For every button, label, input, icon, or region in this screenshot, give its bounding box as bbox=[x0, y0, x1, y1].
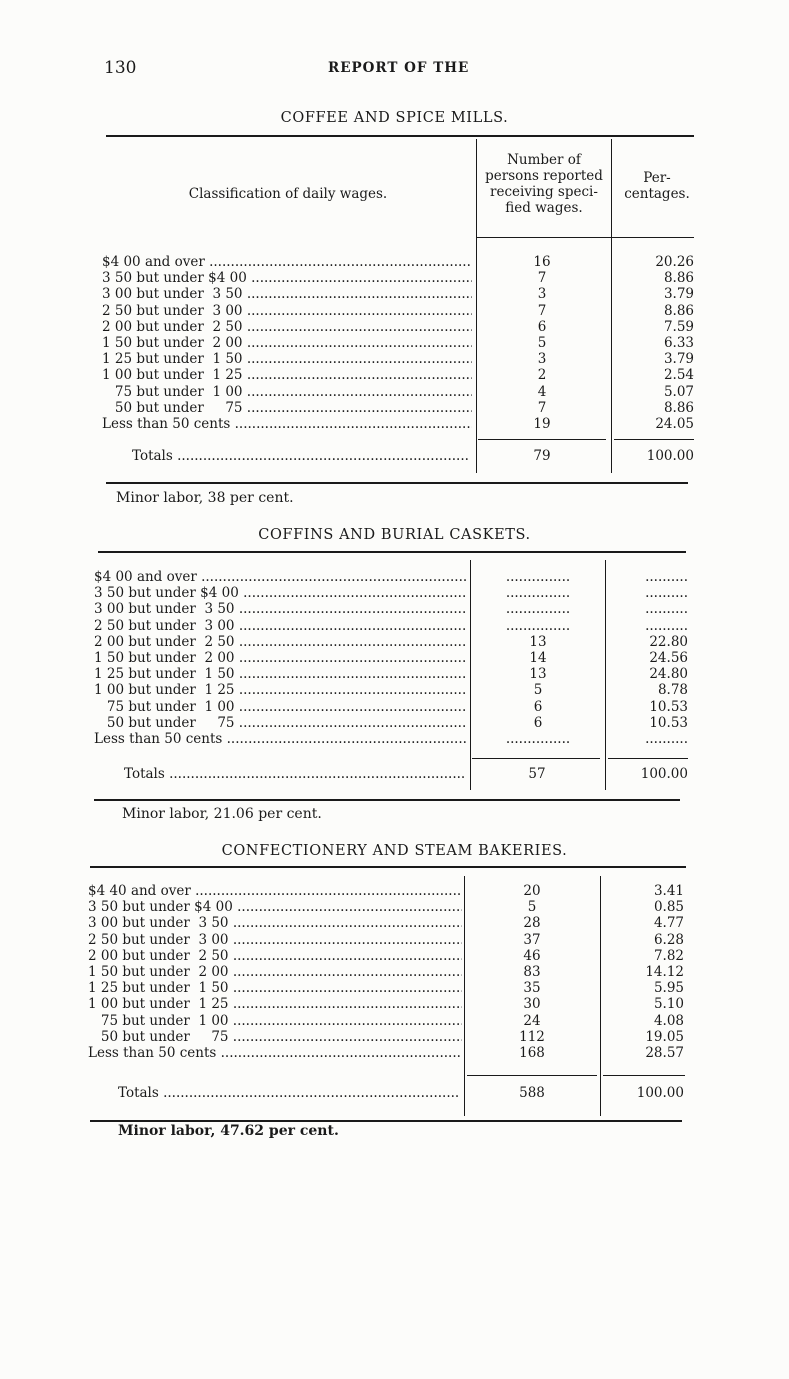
minor-labor-note: Minor labor, 38 per cent. bbox=[116, 490, 294, 506]
persons-count: 37 bbox=[523, 931, 541, 948]
table-row bbox=[102, 303, 700, 319]
percentage: 22.80 bbox=[649, 633, 688, 650]
totals-persons: 79 bbox=[533, 448, 551, 464]
persons-count: 16 bbox=[533, 254, 551, 270]
bottom-rule bbox=[106, 482, 688, 484]
table-row bbox=[88, 932, 688, 948]
table-row bbox=[88, 980, 688, 996]
persons-count: 6 bbox=[533, 714, 543, 731]
wage-class-label: $4 00 and over ..... bbox=[94, 569, 466, 585]
persons-count: 35 bbox=[523, 980, 541, 997]
totals-label: Totals ..... bbox=[124, 766, 466, 782]
table-row bbox=[94, 699, 692, 715]
persons-count: 24 bbox=[523, 1012, 541, 1029]
percentage: 7.59 bbox=[663, 318, 694, 335]
wage-class-label: Less than 50 cents ..... bbox=[94, 731, 466, 747]
percentage: 28.57 bbox=[645, 1044, 684, 1061]
column-header-persons: Number of persons reported receiving speci- fied wages. bbox=[485, 152, 603, 216]
wage-class-label: Less than 50 cents ..... bbox=[102, 416, 472, 432]
table-row bbox=[94, 618, 692, 634]
percentage: 24.05 bbox=[655, 415, 694, 432]
page-header bbox=[0, 58, 789, 78]
totals-label: Totals ..... bbox=[118, 1085, 460, 1101]
persons-count: 5 bbox=[533, 682, 543, 699]
table-row bbox=[94, 715, 692, 731]
persons-count: ............... bbox=[505, 730, 571, 747]
wage-class-label: 2 50 but under 3 00 ..... bbox=[94, 618, 466, 634]
section-title: COFFINS AND BURIAL CASKETS. bbox=[258, 527, 531, 543]
wage-class-label: 1 50 but under 2 00 ..... bbox=[102, 335, 472, 351]
wage-class-label: 3 50 but under $4 00 ..... bbox=[102, 270, 472, 286]
table-row bbox=[94, 634, 692, 650]
persons-count: 83 bbox=[523, 963, 541, 980]
percentage: 24.56 bbox=[649, 649, 688, 666]
wage-rows bbox=[102, 254, 700, 432]
bottom-rule bbox=[94, 799, 680, 801]
table-row bbox=[102, 319, 700, 335]
wage-class-label: $4 00 and over ..... bbox=[102, 254, 472, 270]
table-row bbox=[94, 585, 692, 601]
table-row bbox=[94, 666, 692, 682]
percentage: .......... bbox=[645, 569, 688, 585]
totals-persons: 57 bbox=[528, 766, 546, 782]
percentage: 14.12 bbox=[645, 963, 684, 980]
table-row bbox=[102, 335, 700, 351]
table-row bbox=[102, 400, 700, 416]
wage-class-label: 1 00 but under 1 25 ..... bbox=[88, 996, 462, 1012]
persons-count: 168 bbox=[519, 1044, 545, 1061]
minor-labor-note: Minor labor, 47.62 per cent. bbox=[118, 1123, 339, 1139]
table-row bbox=[88, 948, 688, 964]
totals-rule bbox=[608, 758, 688, 759]
wage-class-label: 2 00 but under 2 50 ..... bbox=[94, 634, 466, 650]
table-row bbox=[88, 915, 688, 931]
wage-class-label: 1 00 but under 1 25 ..... bbox=[102, 367, 472, 383]
wage-class-label: 2 00 but under 2 50 ..... bbox=[88, 948, 462, 964]
percentage: 10.53 bbox=[649, 714, 688, 731]
persons-count: ............... bbox=[505, 617, 571, 634]
wage-class-label: 3 50 but under $4 00 ..... bbox=[88, 899, 462, 915]
percentage: 8.86 bbox=[663, 270, 694, 287]
table-row bbox=[94, 569, 692, 585]
totals-rule bbox=[614, 439, 694, 440]
totals-row bbox=[94, 766, 692, 782]
persons-count: ............... bbox=[505, 569, 571, 585]
wage-class-label: $4 40 and over ..... bbox=[88, 883, 462, 899]
header-rule bbox=[476, 237, 694, 238]
percentage: 19.05 bbox=[645, 1028, 684, 1045]
persons-count: ............... bbox=[505, 601, 571, 618]
wage-class-label: 50 but under 75 ..... bbox=[94, 715, 466, 731]
wage-class-label: 3 00 but under 3 50 ..... bbox=[102, 286, 472, 302]
percentage: 2.54 bbox=[663, 367, 694, 384]
persons-count: 19 bbox=[533, 415, 551, 432]
wage-class-label: 1 00 but under 1 25 ..... bbox=[94, 682, 466, 698]
wage-class-label: 75 but under 1 00 ..... bbox=[94, 699, 466, 715]
persons-count: 20 bbox=[523, 883, 541, 899]
persons-count: 14 bbox=[529, 649, 547, 666]
bottom-rule bbox=[90, 1120, 682, 1122]
percentage: .......... bbox=[645, 585, 688, 602]
totals-percent: 100.00 bbox=[640, 766, 688, 782]
percentage: .......... bbox=[645, 617, 688, 634]
percentage: 6.28 bbox=[653, 931, 684, 948]
wage-class-label: 3 00 but under 3 50 ..... bbox=[88, 915, 462, 931]
wage-class-label: 1 25 but under 1 50 ..... bbox=[102, 351, 472, 367]
persons-count: 13 bbox=[529, 666, 547, 683]
persons-count: 5 bbox=[537, 334, 547, 351]
percentage: 0.85 bbox=[653, 899, 684, 916]
table-row bbox=[88, 899, 688, 915]
table-row bbox=[102, 384, 700, 400]
wage-class-label: 75 but under 1 00 ..... bbox=[88, 1013, 462, 1029]
table-row bbox=[88, 1045, 688, 1061]
running-title: REPORT OF THE bbox=[328, 60, 470, 76]
wage-class-label: 2 50 but under 3 00 ..... bbox=[102, 303, 472, 319]
percentage: 3.41 bbox=[653, 883, 684, 899]
wage-class-label: 1 50 but under 2 00 ..... bbox=[94, 650, 466, 666]
persons-count: 7 bbox=[537, 302, 547, 319]
table-row bbox=[94, 650, 692, 666]
wage-class-label: 50 but under 75 ..... bbox=[88, 1029, 462, 1045]
top-rule bbox=[90, 866, 686, 868]
percentage: .......... bbox=[645, 601, 688, 618]
percentage: 3.79 bbox=[663, 286, 694, 303]
totals-rule bbox=[467, 1075, 597, 1076]
table-row bbox=[102, 416, 700, 432]
percentage: .......... bbox=[645, 730, 688, 747]
percentage: 24.80 bbox=[649, 666, 688, 683]
table-row bbox=[94, 731, 692, 747]
table-row bbox=[88, 964, 688, 980]
table-row bbox=[88, 996, 688, 1012]
persons-count: 6 bbox=[537, 318, 547, 335]
table-row bbox=[102, 286, 700, 302]
section-title: COFFEE AND SPICE MILLS. bbox=[280, 110, 509, 126]
minor-labor-note: Minor labor, 21.06 per cent. bbox=[122, 806, 322, 822]
table-row bbox=[94, 601, 692, 617]
percentage: 10.53 bbox=[649, 698, 688, 715]
top-rule bbox=[106, 135, 694, 137]
table-row bbox=[88, 1029, 688, 1045]
persons-count: ............... bbox=[505, 585, 571, 602]
persons-count: 46 bbox=[523, 947, 541, 964]
page-number: 130 bbox=[104, 58, 137, 78]
percentage: 8.86 bbox=[663, 399, 694, 416]
wage-class-label: 50 but under 75 ..... bbox=[102, 400, 472, 416]
column-header-percentages: Per- centages. bbox=[624, 170, 690, 202]
table-row bbox=[88, 883, 688, 899]
persons-count: 112 bbox=[519, 1028, 545, 1045]
percentage: 3.79 bbox=[663, 351, 694, 368]
wage-rows bbox=[88, 883, 688, 1061]
persons-count: 28 bbox=[523, 915, 541, 932]
persons-count: 3 bbox=[537, 351, 547, 368]
table-row bbox=[88, 1013, 688, 1029]
persons-count: 7 bbox=[537, 399, 547, 416]
percentage: 8.86 bbox=[663, 302, 694, 319]
wage-class-label: 2 50 but under 3 00 ..... bbox=[88, 932, 462, 948]
wage-class-label: 2 00 but under 2 50 ..... bbox=[102, 319, 472, 335]
wage-class-label: 1 50 but under 2 00 ..... bbox=[88, 964, 462, 980]
percentage: 5.95 bbox=[653, 980, 684, 997]
percentage: 6.33 bbox=[663, 334, 694, 351]
percentage: 7.82 bbox=[653, 947, 684, 964]
table-row bbox=[94, 682, 692, 698]
totals-row bbox=[102, 448, 700, 464]
persons-count: 4 bbox=[537, 383, 547, 400]
totals-rule bbox=[478, 439, 606, 440]
totals-percent: 100.00 bbox=[636, 1085, 684, 1101]
section-title: CONFECTIONERY AND STEAM BAKERIES. bbox=[221, 843, 568, 859]
totals-label: Totals ..... bbox=[132, 448, 470, 464]
wage-class-label: 1 25 but under 1 50 ..... bbox=[94, 666, 466, 682]
percentage: 8.78 bbox=[657, 682, 688, 699]
percentage: 4.08 bbox=[653, 1012, 684, 1029]
totals-rule bbox=[603, 1075, 685, 1076]
wage-class-label: 3 50 but under $4 00 ..... bbox=[94, 585, 466, 601]
percentage: 20.26 bbox=[655, 254, 694, 270]
persons-count: 13 bbox=[529, 633, 547, 650]
percentage: 5.07 bbox=[663, 383, 694, 400]
wage-class-label: Less than 50 cents ..... bbox=[88, 1045, 462, 1061]
wage-class-label: 3 00 but under 3 50 ..... bbox=[94, 601, 466, 617]
table-row bbox=[102, 367, 700, 383]
persons-count: 30 bbox=[523, 996, 541, 1013]
table-row bbox=[102, 351, 700, 367]
percentage: 5.10 bbox=[653, 996, 684, 1013]
table-row bbox=[102, 254, 700, 270]
persons-count: 2 bbox=[537, 367, 547, 384]
wage-rows bbox=[94, 569, 692, 747]
totals-row bbox=[88, 1085, 688, 1101]
top-rule bbox=[98, 551, 686, 553]
persons-count: 6 bbox=[533, 698, 543, 715]
table-row bbox=[102, 270, 700, 286]
column-header-classification: Classification of daily wages. bbox=[188, 186, 388, 202]
wage-class-label: 75 but under 1 00 ..... bbox=[102, 384, 472, 400]
percentage: 4.77 bbox=[653, 915, 684, 932]
wage-class-label: 1 25 but under 1 50 ..... bbox=[88, 980, 462, 996]
totals-persons: 588 bbox=[519, 1085, 545, 1101]
totals-percent: 100.00 bbox=[646, 448, 694, 464]
persons-count: 7 bbox=[537, 270, 547, 287]
persons-count: 5 bbox=[527, 899, 537, 916]
totals-rule bbox=[472, 758, 600, 759]
persons-count: 3 bbox=[537, 286, 547, 303]
